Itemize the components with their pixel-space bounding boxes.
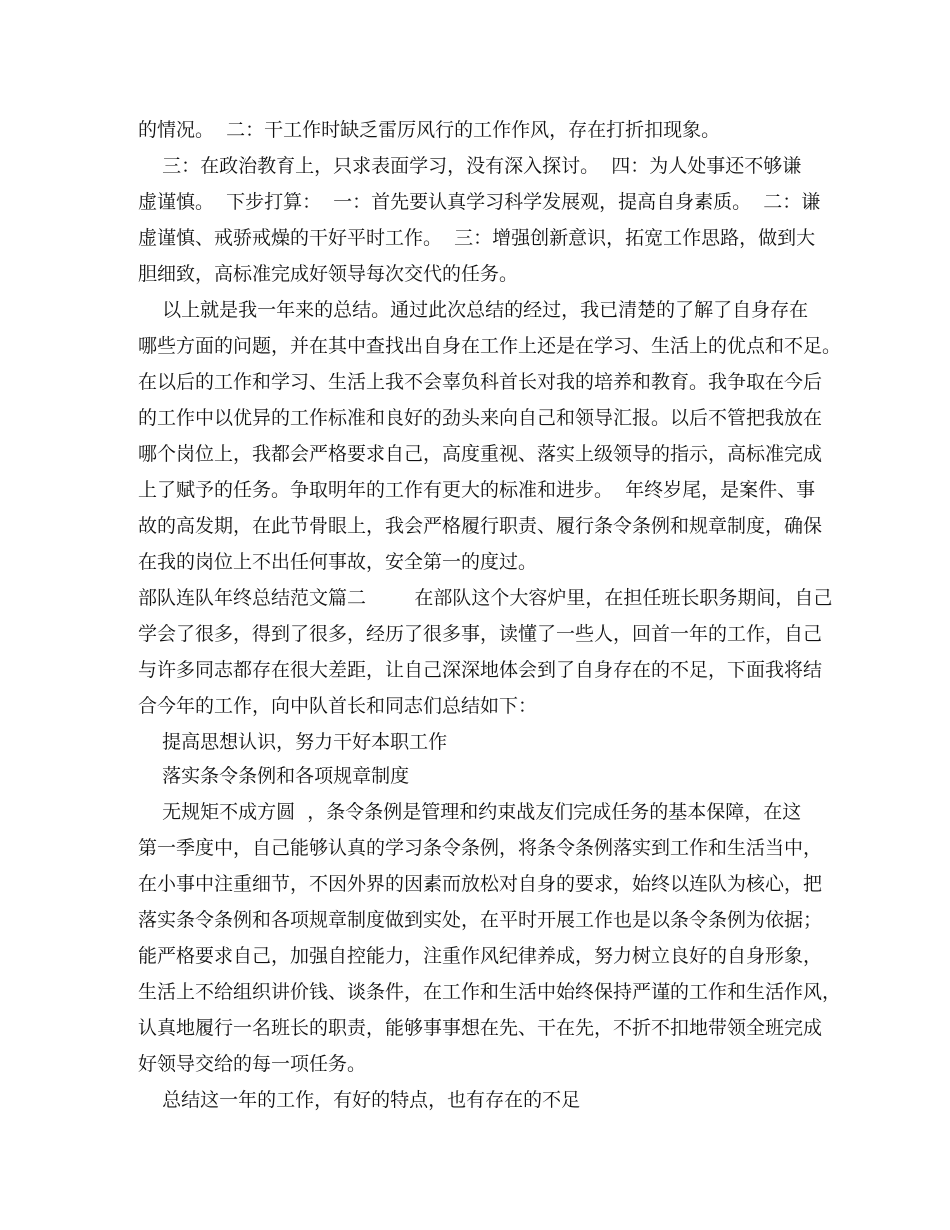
- text-line: 哪个岗位上，我都会严格要求自己，高度重视、落实上级领导的指示，高标准完成: [138, 443, 823, 465]
- text-line: 生活上不给组织讲价钱、谈条件，在工作和生活中始终保持严谨的工作和生活作风，: [138, 981, 842, 1003]
- text-line: 哪些方面的问题，并在其中查找出自身在工作上还是在学习、生活上的优点和不足。: [138, 335, 842, 357]
- text-line: 故的高发期，在此节骨眼上，我会严格履行职责、履行条令条例和规章制度，确保: [138, 515, 823, 537]
- text-line: 的工作中以优异的工作标准和良好的劲头来向自己和领导汇报。以后不管把我放在: [138, 407, 823, 429]
- text-line: 虚谨慎。 下步打算： 一：首先要认真学习科学发展观，提高自身素质。 二：谦: [138, 191, 821, 213]
- text-line: 合今年的工作，向中队首长和同志们总结如下：: [138, 695, 538, 717]
- text-line: 在我的岗位上不出任何事故，安全第一的度过。: [138, 551, 538, 573]
- text-line: 以上就是我一年来的总结。通过此次总结的经过，我已清楚的了解了自身存在: [138, 299, 809, 321]
- subheading-line: 落实条令条例和各项规章制度: [138, 765, 410, 787]
- text-line: 总结这一年的工作，有好的特点，也有存在的不足: [138, 1089, 581, 1111]
- text-line: 无规矩不成方圆 ，条令条例是管理和约束战友们完成任务的基本保障，在这: [138, 801, 802, 823]
- text-line: 三：在政治教育上，只求表面学习，没有深入探讨。 四：为人处事还不够谦: [138, 155, 802, 177]
- text-line: 好领导交给的每一项任务。: [138, 1053, 367, 1075]
- text-line: 在小事中注重细节，不因外界的因素而放松对自身的要求，始终以连队为核心，把: [138, 873, 823, 895]
- text-line: 虚谨慎、戒骄戒燥的干好平时工作。 三：增强创新意识，拓宽工作思路，做到大: [138, 227, 816, 249]
- text-line: 学会了很多，得到了很多，经历了很多事，读懂了一些人，回首一年的工作，自己: [138, 623, 823, 645]
- section-heading-line: 部队连队年终总结范文篇二 在部队这个大容炉里，在担任班长职务期间，自己: [138, 587, 833, 609]
- subheading-line: 提高思想认识，努力干好本职工作: [138, 731, 448, 753]
- text-line: 第一季度中，自己能够认真的学习条令条例，将条令条例落实到工作和生活当中，: [138, 837, 823, 859]
- text-line: 落实条令条例和各项规章制度做到实处，在平时开展工作也是以条令条例为依据；: [138, 909, 823, 931]
- text-line: 认真地履行一名班长的职责，能够事事想在先、干在先，不折不扣地带领全班完成: [138, 1017, 823, 1039]
- text-line: 的情况。 二：干工作时缺乏雷厉风行的工作作风，存在打折扣现象。: [138, 119, 721, 141]
- text-line: 能严格要求自己，加强自控能力，注重作风纪律养成，努力树立良好的自身形象，: [138, 945, 823, 967]
- text-line: 在以后的工作和学习、生活上我不会辜负科首长对我的培养和教育。我争取在今后: [138, 371, 823, 393]
- text-line: 胆细致，高标准完成好领导每次交代的任务。: [138, 263, 519, 285]
- text-line: 上了赋予的任务。争取明年的工作有更大的标准和进步。 年终岁尾，是案件、事: [138, 479, 816, 501]
- text-line: 与许多同志都存在很大差距，让自己深深地体会到了自身存在的不足，下面我将结: [138, 659, 823, 681]
